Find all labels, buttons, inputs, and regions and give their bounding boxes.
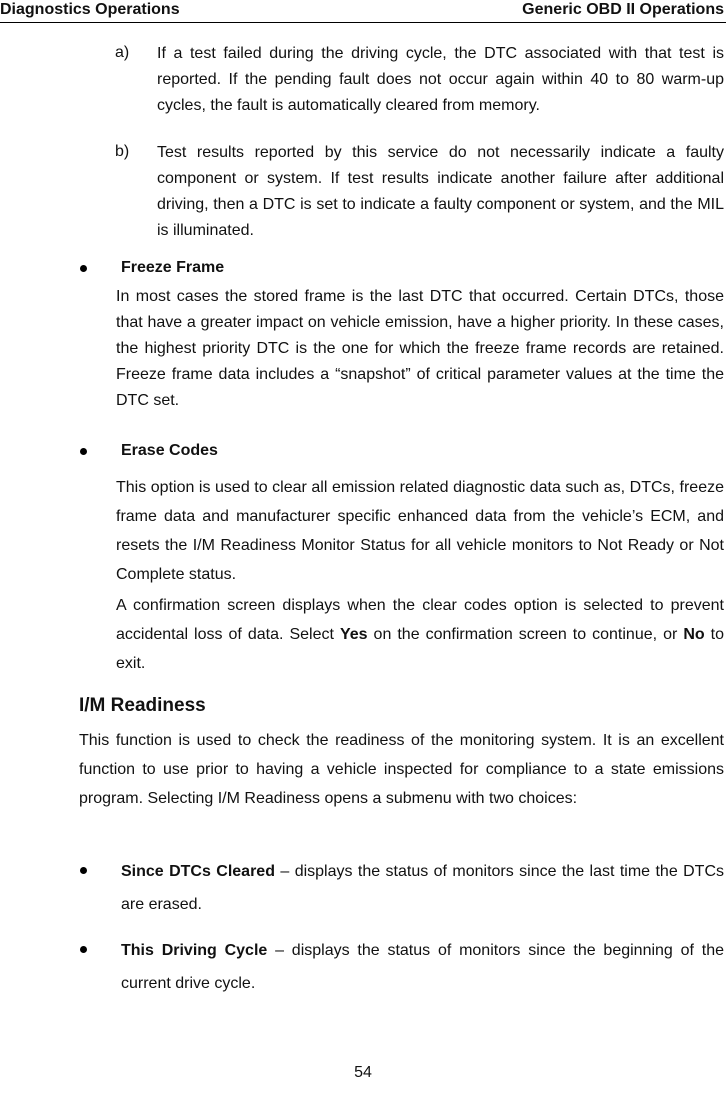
this-driving-cycle-item: This Driving Cycle – displays the status of monitors since the beginning of the current drive cycle. (121, 942, 725, 992)
erase-codes-heading: Erase Codes (121, 442, 218, 459)
item-a-label: a) (115, 44, 130, 61)
erase-codes-text: This option is used to clear all emission related diagnostic data such as, DTCs, freeze frame data and manufacturer specific enhanced data from the vehicle’s ECM, and resets the I/M Readiness Monitor Status for all vehicle monitors to Not Ready or Not Complete status. (116, 479, 724, 583)
header-section-title: Diagnostics Operations (0, 1, 180, 18)
im-readiness-heading: I/M Readiness (79, 695, 206, 716)
bullet-icon (80, 265, 87, 272)
item-b-label: b) (115, 143, 130, 160)
header-chapter-title: Generic OBD II Operations (522, 1, 724, 18)
yes-option-label: Yes (339, 626, 368, 643)
bullet-icon (80, 946, 87, 953)
no-option-label: No (683, 626, 705, 643)
since-dtcs-cleared-title: Since DTCs Cleared (121, 863, 275, 880)
page-number: 54 (354, 1064, 372, 1081)
freeze-frame-text: In most cases the stored frame is the last DTC that occurred. Certain DTCs, those that have a greater impact on vehicle emission, have a higher priority. In these cases, the highest priority DTC is the one for which the freeze frame records are retained. Freeze frame data includes a “snapshot” of critical parameter values at the time the DTC set. (116, 288, 724, 409)
erase-codes-confirmation-text: A confirmation screen displays when the clear codes option is selected to prevent accidental loss of data. Select Yes on the confirmation screen to continue, or No to exit. (116, 597, 724, 672)
freeze-frame-heading: Freeze Frame (121, 259, 225, 276)
this-driving-cycle-title: This Driving Cycle (121, 942, 268, 959)
item-b-text: Test results reported by this service do not necessarily indicate a faulty component or system. If test results indicate another failure after additional driving, then a DTC is set to indicate a faulty component or system, and the MIL is illuminated. (157, 144, 724, 239)
since-dtcs-cleared-item: Since DTCs Cleared – displays the status of monitors since the last time the DTCs are erased. (121, 863, 725, 913)
item-a-text: If a test failed during the driving cycle, the DTC associated with that test is reported. If the pending fault does not occur again within 40 to 80 warm-up cycles, the fault is automatically cleared from memory. (157, 45, 724, 114)
page-header (0, 0, 726, 23)
bullet-icon (80, 448, 87, 455)
bullet-icon (80, 867, 87, 874)
im-readiness-text: This function is used to check the readiness of the monitoring system. It is an excellent function to use prior to having a vehicle inspected for compliance to a state emissions program. Selecting I/M Readiness opens a submenu with two choices: (79, 732, 724, 807)
